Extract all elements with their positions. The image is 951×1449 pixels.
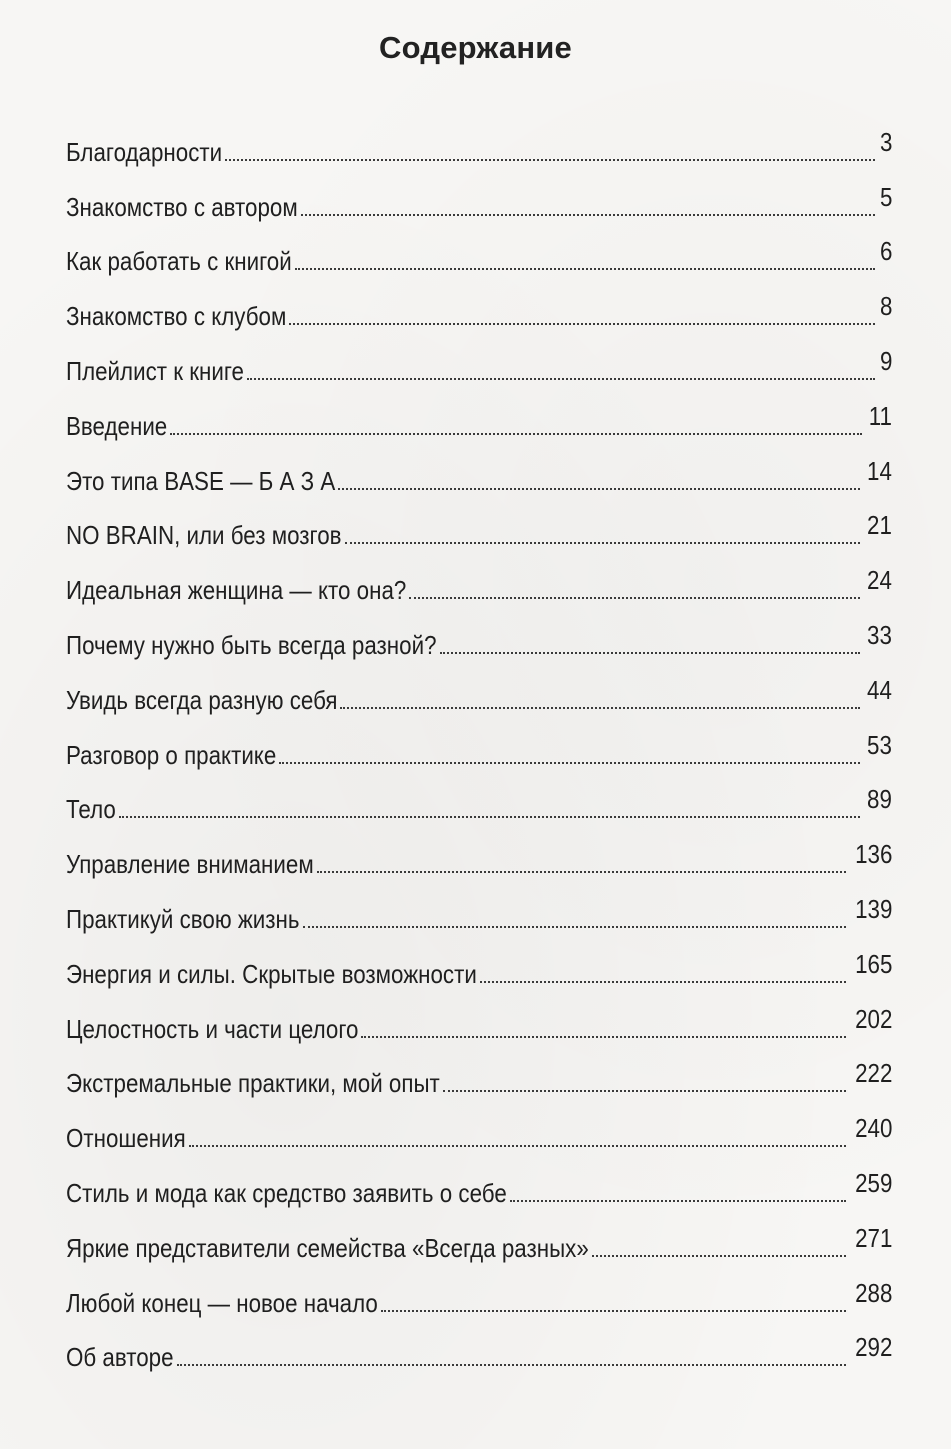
- toc-entry: [66, 879, 892, 934]
- toc-entry-page: 202: [854, 1003, 892, 1034]
- toc-entry-title: Идеальная женщина — кто она?: [66, 575, 407, 606]
- dot-leader: [279, 762, 860, 764]
- toc-entry: [66, 1208, 892, 1263]
- dot-leader: [409, 597, 860, 599]
- toc-entry: [66, 1098, 892, 1153]
- toc-entry-title: Плейлист к книге: [66, 355, 244, 386]
- dot-leader: [225, 159, 874, 161]
- toc-entry-title: Введение: [66, 410, 168, 441]
- dot-leader: [361, 1036, 845, 1038]
- dot-leader: [381, 1310, 846, 1312]
- toc-entry-page: 21: [867, 510, 892, 541]
- toc-entry: [66, 1153, 892, 1208]
- dot-leader: [317, 871, 846, 873]
- toc-entry: [66, 222, 892, 277]
- dot-leader: [345, 542, 861, 544]
- toc-entry-page: 3: [879, 126, 892, 157]
- dot-leader: [301, 214, 875, 216]
- toc-entry-page: 24: [867, 565, 892, 596]
- toc-entry: [66, 167, 892, 222]
- toc-entry-title: Знакомство с клубом: [66, 301, 287, 332]
- toc-entry-page: 292: [854, 1332, 892, 1363]
- toc-entry-title: Благодарности: [66, 136, 223, 167]
- toc-entry: [66, 550, 892, 605]
- toc-entry-title: Как работать с книгой: [66, 246, 292, 277]
- toc-entry-title: Об авторе: [66, 1342, 174, 1373]
- dot-leader: [170, 433, 862, 435]
- dot-leader: [303, 926, 846, 928]
- page-title: Содержание: [379, 30, 572, 65]
- toc-entry-page: 53: [867, 729, 892, 760]
- toc-entry-page: 5: [879, 181, 892, 212]
- toc-entry-page: 288: [854, 1277, 892, 1308]
- toc-entry-page: 14: [867, 455, 892, 486]
- toc-entry: [66, 715, 892, 770]
- dot-leader: [443, 1090, 846, 1092]
- toc-entry: [66, 989, 892, 1044]
- toc-entry-page: 11: [868, 400, 892, 431]
- toc-entry-title: Разговор о практике: [66, 739, 277, 770]
- toc-entry-title: Это типа BASE — Б А З А: [66, 465, 336, 496]
- toc-entry-title: Знакомство с автором: [66, 191, 298, 222]
- dot-leader: [592, 1255, 846, 1257]
- toc-entry-title: Энергия и силы. Скрытые возможности: [66, 958, 477, 989]
- dot-leader: [247, 378, 875, 380]
- toc-entry: [66, 605, 892, 660]
- toc-entry: [66, 1318, 892, 1373]
- dot-leader: [119, 816, 860, 818]
- dot-leader: [480, 981, 846, 983]
- toc-entry-title: Любой конец — новое начало: [66, 1287, 378, 1318]
- toc-entry: [66, 1263, 892, 1318]
- toc-entry: [66, 1044, 892, 1099]
- toc-entry: [66, 660, 892, 715]
- toc-entry: [66, 770, 892, 825]
- toc-entry-page: 222: [854, 1058, 892, 1089]
- dot-leader: [440, 652, 861, 654]
- toc-entry-page: 89: [867, 784, 892, 815]
- toc-entry: [66, 112, 892, 167]
- toc-entry-page: 8: [879, 291, 892, 322]
- toc-entry-title: Целостность и части целого: [66, 1013, 359, 1044]
- dot-leader: [295, 268, 875, 270]
- toc-entry-page: 165: [854, 948, 892, 979]
- toc-entry: [66, 331, 892, 386]
- dot-leader: [189, 1145, 846, 1147]
- toc-entry-title: Экстремальные практики, мой опыт: [66, 1068, 440, 1099]
- toc-entry-page: 6: [879, 236, 892, 267]
- toc-entry-page: 9: [879, 345, 892, 376]
- toc-entry-page: 240: [854, 1113, 892, 1144]
- toc-entry: [66, 824, 892, 879]
- toc-entry: [66, 441, 892, 496]
- dot-leader: [177, 1364, 846, 1366]
- toc-entry-title: Отношения: [66, 1123, 186, 1154]
- toc-entry-title: NO BRAIN, или без мозгов: [66, 520, 342, 551]
- toc-entry-page: 259: [854, 1167, 892, 1198]
- toc-entry-title: Тело: [66, 794, 116, 825]
- toc-entry-page: 44: [867, 674, 892, 705]
- toc-entry-title: Почему нужно быть всегда разной?: [66, 629, 437, 660]
- toc-entry: [66, 934, 892, 989]
- toc-entry: [66, 496, 892, 551]
- toc-entry-page: 33: [867, 619, 892, 650]
- toc-entry-page: 139: [854, 893, 892, 924]
- toc-entry: [66, 386, 892, 441]
- toc-entry-page: 136: [854, 839, 892, 870]
- toc-entry-title: Стиль и мода как средство заявить о себе: [66, 1177, 507, 1208]
- dot-leader: [340, 707, 860, 709]
- dot-leader: [289, 323, 874, 325]
- toc-entry-title: Управление вниманием: [66, 849, 314, 880]
- toc-entry-page: 271: [854, 1222, 892, 1253]
- table-of-contents: [66, 112, 892, 1372]
- toc-entry-title: Яркие представители семейства «Всегда разных»: [66, 1232, 589, 1263]
- toc-entry-title: Практикуй свою жизнь: [66, 903, 300, 934]
- toc-entry-title: Увидь всегда разную себя: [66, 684, 338, 715]
- toc-entry: [66, 276, 892, 331]
- dot-leader: [338, 488, 860, 490]
- dot-leader: [510, 1200, 846, 1202]
